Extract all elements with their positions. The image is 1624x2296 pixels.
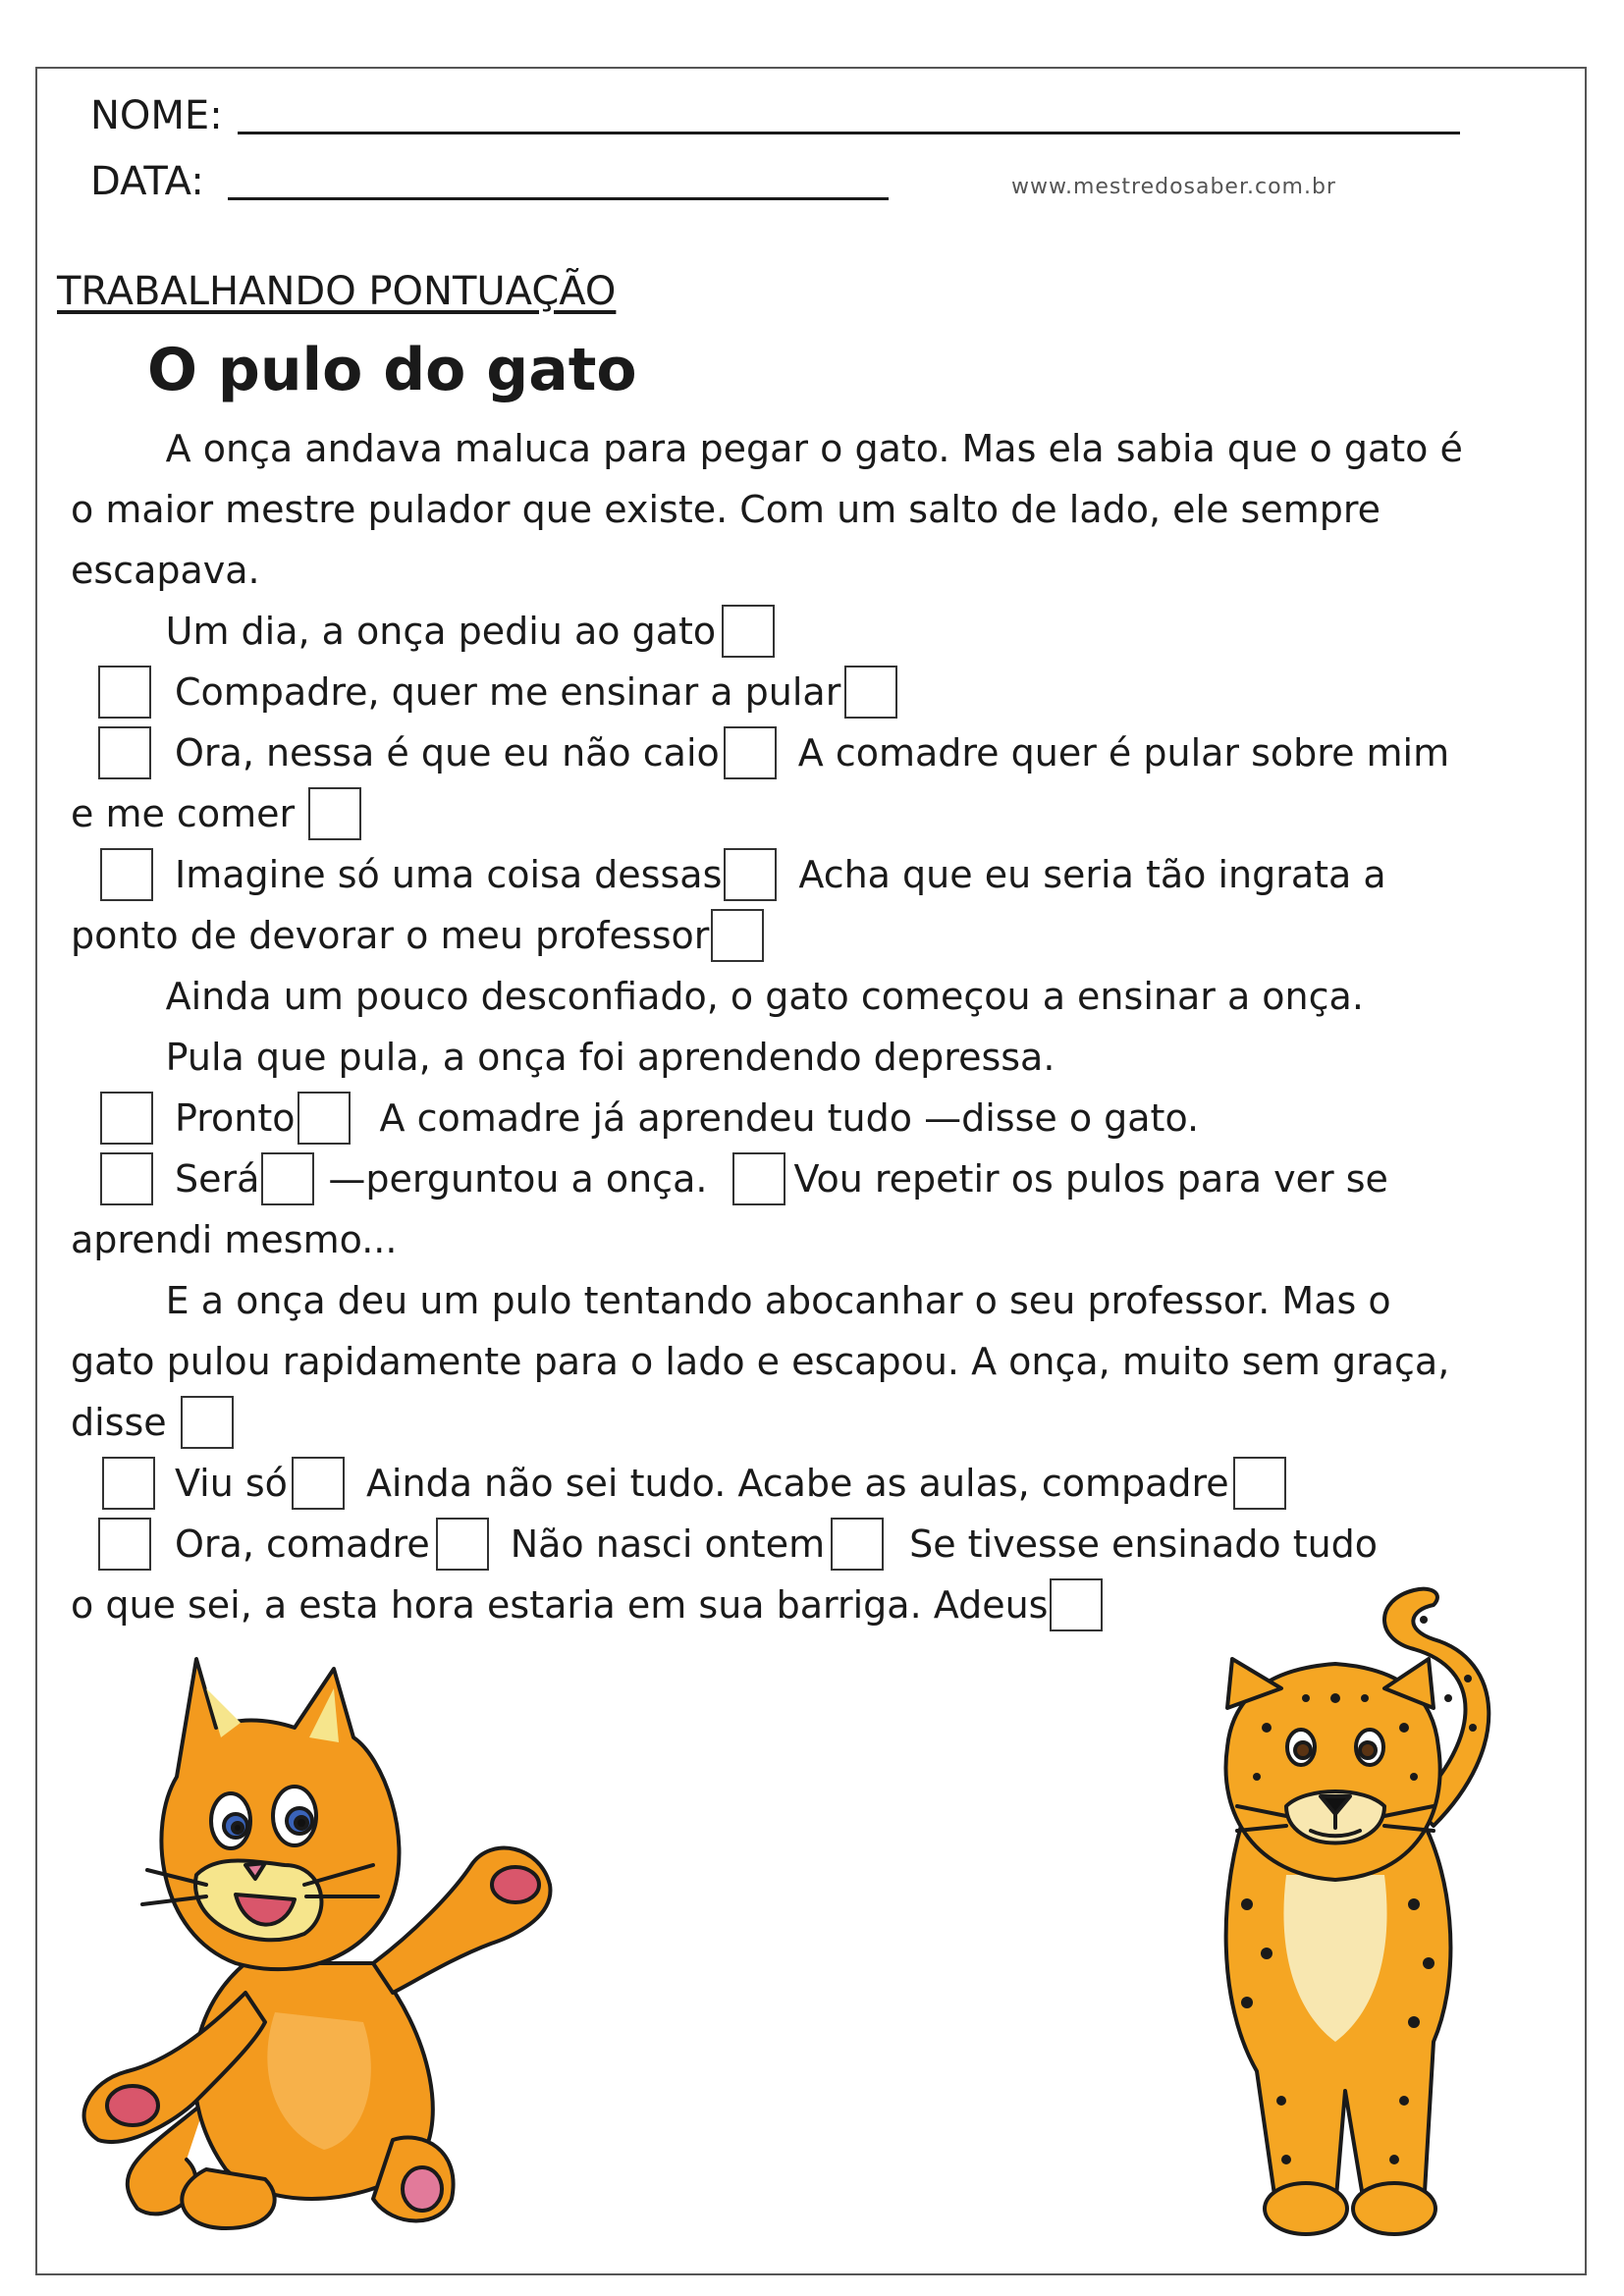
story-line: Será —perguntou a onça. Vou repetir os pulos para ver se <box>100 1148 1388 1209</box>
story-line: Ora, comadre Não nasci ontem Se tivesse ensinado tudo <box>98 1514 1378 1575</box>
punctuation-box[interactable] <box>292 1457 345 1510</box>
punctuation-box[interactable] <box>261 1152 314 1205</box>
story-line: gato pulou rapidamente para o lado e escapou. A onça, muito sem graça, <box>71 1340 1450 1383</box>
name-blank-line <box>238 132 1460 134</box>
story-line: ponto de devorar o meu professor <box>71 905 764 966</box>
section-heading: TRABALHANDO PONTUAÇÃO <box>57 269 617 314</box>
punctuation-box[interactable] <box>711 909 764 962</box>
punctuation-box[interactable] <box>1233 1457 1286 1510</box>
punctuation-box[interactable] <box>98 666 151 719</box>
name-label: NOME: <box>90 93 223 138</box>
story-line: Imagine só uma coisa dessas Acha que eu seria tão ingrata a <box>100 844 1386 905</box>
date-blank-line <box>228 197 889 200</box>
story-line: disse <box>71 1392 234 1453</box>
punctuation-box[interactable] <box>732 1152 785 1205</box>
punctuation-box[interactable] <box>100 848 153 901</box>
punctuation-box[interactable] <box>100 1152 153 1205</box>
date-label: DATA: <box>90 159 204 204</box>
jaguar-illustration-icon <box>1188 1580 1502 2258</box>
cat-illustration-icon <box>59 1639 628 2238</box>
punctuation-box[interactable] <box>100 1092 153 1145</box>
punctuation-box[interactable] <box>724 726 777 779</box>
story-line: E a onça deu um pulo tentando abocanhar o seu professor. Mas o <box>71 1279 1391 1322</box>
story-line: Um dia, a onça pediu ao gato <box>71 601 775 662</box>
punctuation-box[interactable] <box>308 787 361 840</box>
punctuation-box[interactable] <box>102 1457 155 1510</box>
story-line: A onça andava maluca para pegar o gato. Mas ela sabia que o gato é <box>71 427 1463 470</box>
punctuation-box[interactable] <box>436 1518 489 1571</box>
punctuation-box[interactable] <box>831 1518 884 1571</box>
story-line: Pronto A comadre já aprendeu tudo —disse o gato. <box>100 1088 1199 1148</box>
punctuation-box[interactable] <box>98 1518 151 1571</box>
story-line: Viu só Ainda não sei tudo. Acabe as aulas, compadre <box>102 1453 1286 1514</box>
punctuation-box[interactable] <box>298 1092 351 1145</box>
punctuation-box[interactable] <box>98 726 151 779</box>
punctuation-box[interactable] <box>722 605 775 658</box>
story-line: escapava. <box>71 549 260 592</box>
story-line: Ora, nessa é que eu não caio A comadre quer é pular sobre mim <box>98 722 1449 783</box>
story-line: e me comer <box>71 783 361 844</box>
story-line: aprendi mesmo... <box>71 1218 398 1261</box>
story-line: Compadre, quer me ensinar a pular <box>98 662 897 722</box>
story-line: Ainda um pouco desconfiado, o gato começou a ensinar a onça. <box>71 975 1364 1018</box>
punctuation-box[interactable] <box>844 666 897 719</box>
punctuation-box[interactable] <box>1050 1578 1103 1631</box>
story-line: Pula que pula, a onça foi aprendendo depressa. <box>71 1036 1056 1079</box>
story-title: O pulo do gato <box>147 336 637 404</box>
date-field[interactable] <box>90 159 895 211</box>
punctuation-box[interactable] <box>724 848 777 901</box>
punctuation-box[interactable] <box>181 1396 234 1449</box>
website-url: www.mestredosaber.com.br <box>1011 175 1336 199</box>
name-field[interactable] <box>90 93 1367 145</box>
story-line: o maior mestre pulador que existe. Com um salto de lado, ele sempre <box>71 488 1381 531</box>
story-line: o que sei, a esta hora estaria em sua barriga. Adeus <box>71 1575 1103 1635</box>
